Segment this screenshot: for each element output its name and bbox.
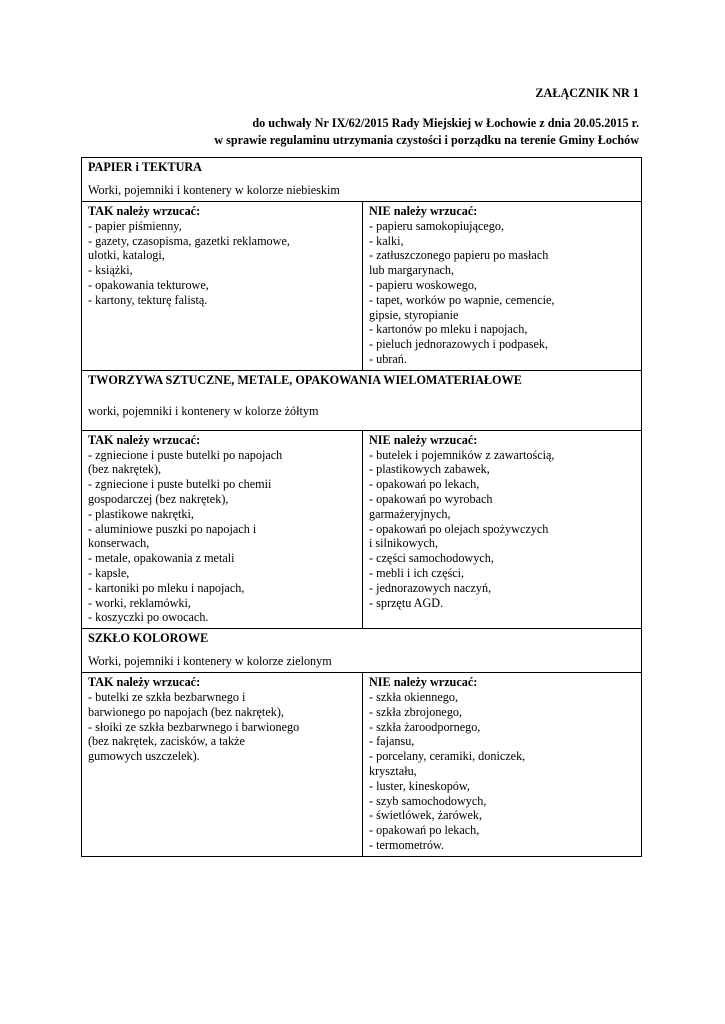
forbidden-header: NIE należy wrzucać: — [369, 432, 478, 447]
container-color-info: Worki, pojemniki i kontenery w kolorze zielonym — [88, 653, 332, 668]
forbidden-item: - tapet, worków po wapnie, cemencie, — [369, 292, 555, 307]
allowed-item: - zgniecione i puste butelki po napojach — [88, 447, 283, 462]
allowed-header: TAK należy wrzucać: — [88, 204, 201, 218]
forbidden-item: - sprzętu AGD. — [369, 595, 444, 610]
allowed-item: - worki, reklamówki, — [88, 595, 191, 610]
section-title: PAPIER i TEKTURA — [88, 160, 202, 174]
forbidden-item: - termometrów. — [369, 837, 445, 852]
forbidden-items-cell — [363, 202, 642, 371]
forbidden-item: - kalki, — [369, 233, 404, 248]
section-rules-row — [82, 673, 642, 857]
allowed-items-cell — [82, 673, 363, 857]
allowed-item: gumowych uszczelek). — [88, 749, 200, 764]
allowed-item: (bez nakrętek), — [88, 462, 162, 477]
forbidden-items-cell — [363, 673, 642, 857]
forbidden-item: - plastikowych zabawek, — [369, 462, 490, 477]
section-header-row — [82, 158, 642, 202]
forbidden-item: - kartonów po mleku i napojach, — [369, 322, 528, 337]
allowed-item: - metale, opakowania z metali — [88, 551, 235, 566]
allowed-item: - butelki ze szkła bezbarwnego i — [88, 689, 246, 704]
allowed-item: - papier piśmienny, — [88, 218, 182, 233]
forbidden-item: - szkła żaroodpornego, — [369, 719, 481, 734]
allowed-item: - opakowania tekturowe, — [88, 277, 209, 292]
forbidden-item: i silnikowych, — [369, 536, 439, 551]
section-rules-row — [82, 430, 642, 628]
section-header-row — [82, 629, 642, 673]
allowed-item: ulotki, katalogi, — [88, 248, 165, 263]
forbidden-item: - zatłuszczonego papieru po masłach — [369, 248, 549, 263]
allowed-header: TAK należy wrzucać: — [88, 432, 201, 447]
allowed-item: barwionego po napojach (bez nakrętek), — [88, 704, 284, 719]
forbidden-item: - szyb samochodowych, — [369, 793, 487, 808]
allowed-items-cell — [82, 202, 363, 371]
forbidden-item: - jednorazowych naczyń, — [369, 580, 492, 595]
forbidden-item: - pieluch jednorazowych i podpasek, — [369, 337, 549, 352]
allowed-item: - książki, — [88, 263, 133, 278]
forbidden-item: lub margarynach, — [369, 263, 455, 278]
allowed-item: gospodarczej (bez nakrętek), — [88, 491, 229, 506]
forbidden-item: - opakowań po lekach, — [369, 823, 480, 838]
resolution-subject: w sprawie regulaminu utrzymania czystości i porządku na terenie Gminy Łochów — [214, 133, 639, 147]
forbidden-items-cell — [363, 430, 642, 628]
forbidden-item: - części samochodowych, — [369, 551, 494, 566]
forbidden-item: - porcelany, ceramiki, doniczek, — [369, 749, 526, 764]
forbidden-item: gipsie, styropianie — [369, 307, 459, 322]
forbidden-item: garmażeryjnych, — [369, 506, 451, 521]
forbidden-item: - opakowań po lekach, — [369, 477, 480, 492]
forbidden-item: - szkła zbrojonego, — [369, 704, 463, 719]
forbidden-item: - ubrań. — [369, 351, 407, 366]
forbidden-item: - mebli i ich części, — [369, 565, 465, 580]
attachment-title: ZAŁĄCZNIK NR 1 — [535, 86, 639, 100]
forbidden-item: - papieru woskowego, — [369, 277, 477, 292]
forbidden-item: - luster, kineskopów, — [369, 778, 470, 793]
container-color-info: worki, pojemniki i kontenery w kolorze żółtym — [88, 403, 319, 418]
allowed-item: - koszyczki po owocach. — [88, 610, 209, 625]
forbidden-header: NIE należy wrzucać: — [369, 204, 478, 218]
forbidden-header: NIE należy wrzucać: — [369, 675, 478, 690]
section-header-cell — [82, 370, 642, 430]
allowed-item: - gazety, czasopisma, gazetki reklamowe, — [88, 233, 290, 248]
allowed-item: - kartoniki po mleku i napojach, — [88, 580, 245, 595]
forbidden-item: - papieru samokopiującego, — [369, 218, 505, 233]
allowed-item: - kapsle, — [88, 565, 130, 580]
waste-segregation-table — [81, 157, 642, 857]
allowed-header: TAK należy wrzucać: — [88, 675, 201, 690]
forbidden-item: kryształu, — [369, 763, 417, 778]
allowed-item: - kartony, tekturę falistą. — [88, 292, 208, 307]
forbidden-item: - świetlówek, żarówek, — [369, 808, 483, 823]
forbidden-item: - opakowań po olejach spożywczych — [369, 521, 549, 536]
section-header-cell — [82, 158, 642, 202]
forbidden-item: - szkła okiennego, — [369, 689, 459, 704]
allowed-item: (bez nakrętek, zacisków, a także — [88, 734, 245, 749]
section-title: TWORZYWA SZTUCZNE, METALE, OPAKOWANIA WIELOMATERIAŁOWE — [88, 372, 522, 387]
section-header-row — [82, 370, 642, 430]
container-color-info: Worki, pojemniki i kontenery w kolorze niebieskim — [88, 182, 340, 197]
allowed-item: - aluminiowe puszki po napojach i — [88, 521, 257, 536]
forbidden-item: - butelek i pojemników z zawartością, — [369, 447, 555, 462]
forbidden-item: - fajansu, — [369, 734, 415, 749]
allowed-item: - zgniecione i puste butelki po chemii — [88, 477, 272, 492]
allowed-item: - słoiki ze szkła bezbarwnego i barwionego — [88, 719, 300, 734]
section-header-cell — [82, 629, 642, 673]
section-rules-row — [82, 202, 642, 371]
forbidden-item: - opakowań po wyrobach — [369, 491, 493, 506]
resolution-reference: do uchwały Nr IX/62/2015 Rady Miejskiej w Łochowie z dnia 20.05.2015 r. — [252, 116, 639, 130]
allowed-items-cell — [82, 430, 363, 628]
allowed-item: - plastikowe nakrętki, — [88, 506, 194, 521]
allowed-item: konserwach, — [88, 536, 150, 551]
section-title: SZKŁO KOLOROWE — [88, 631, 209, 646]
